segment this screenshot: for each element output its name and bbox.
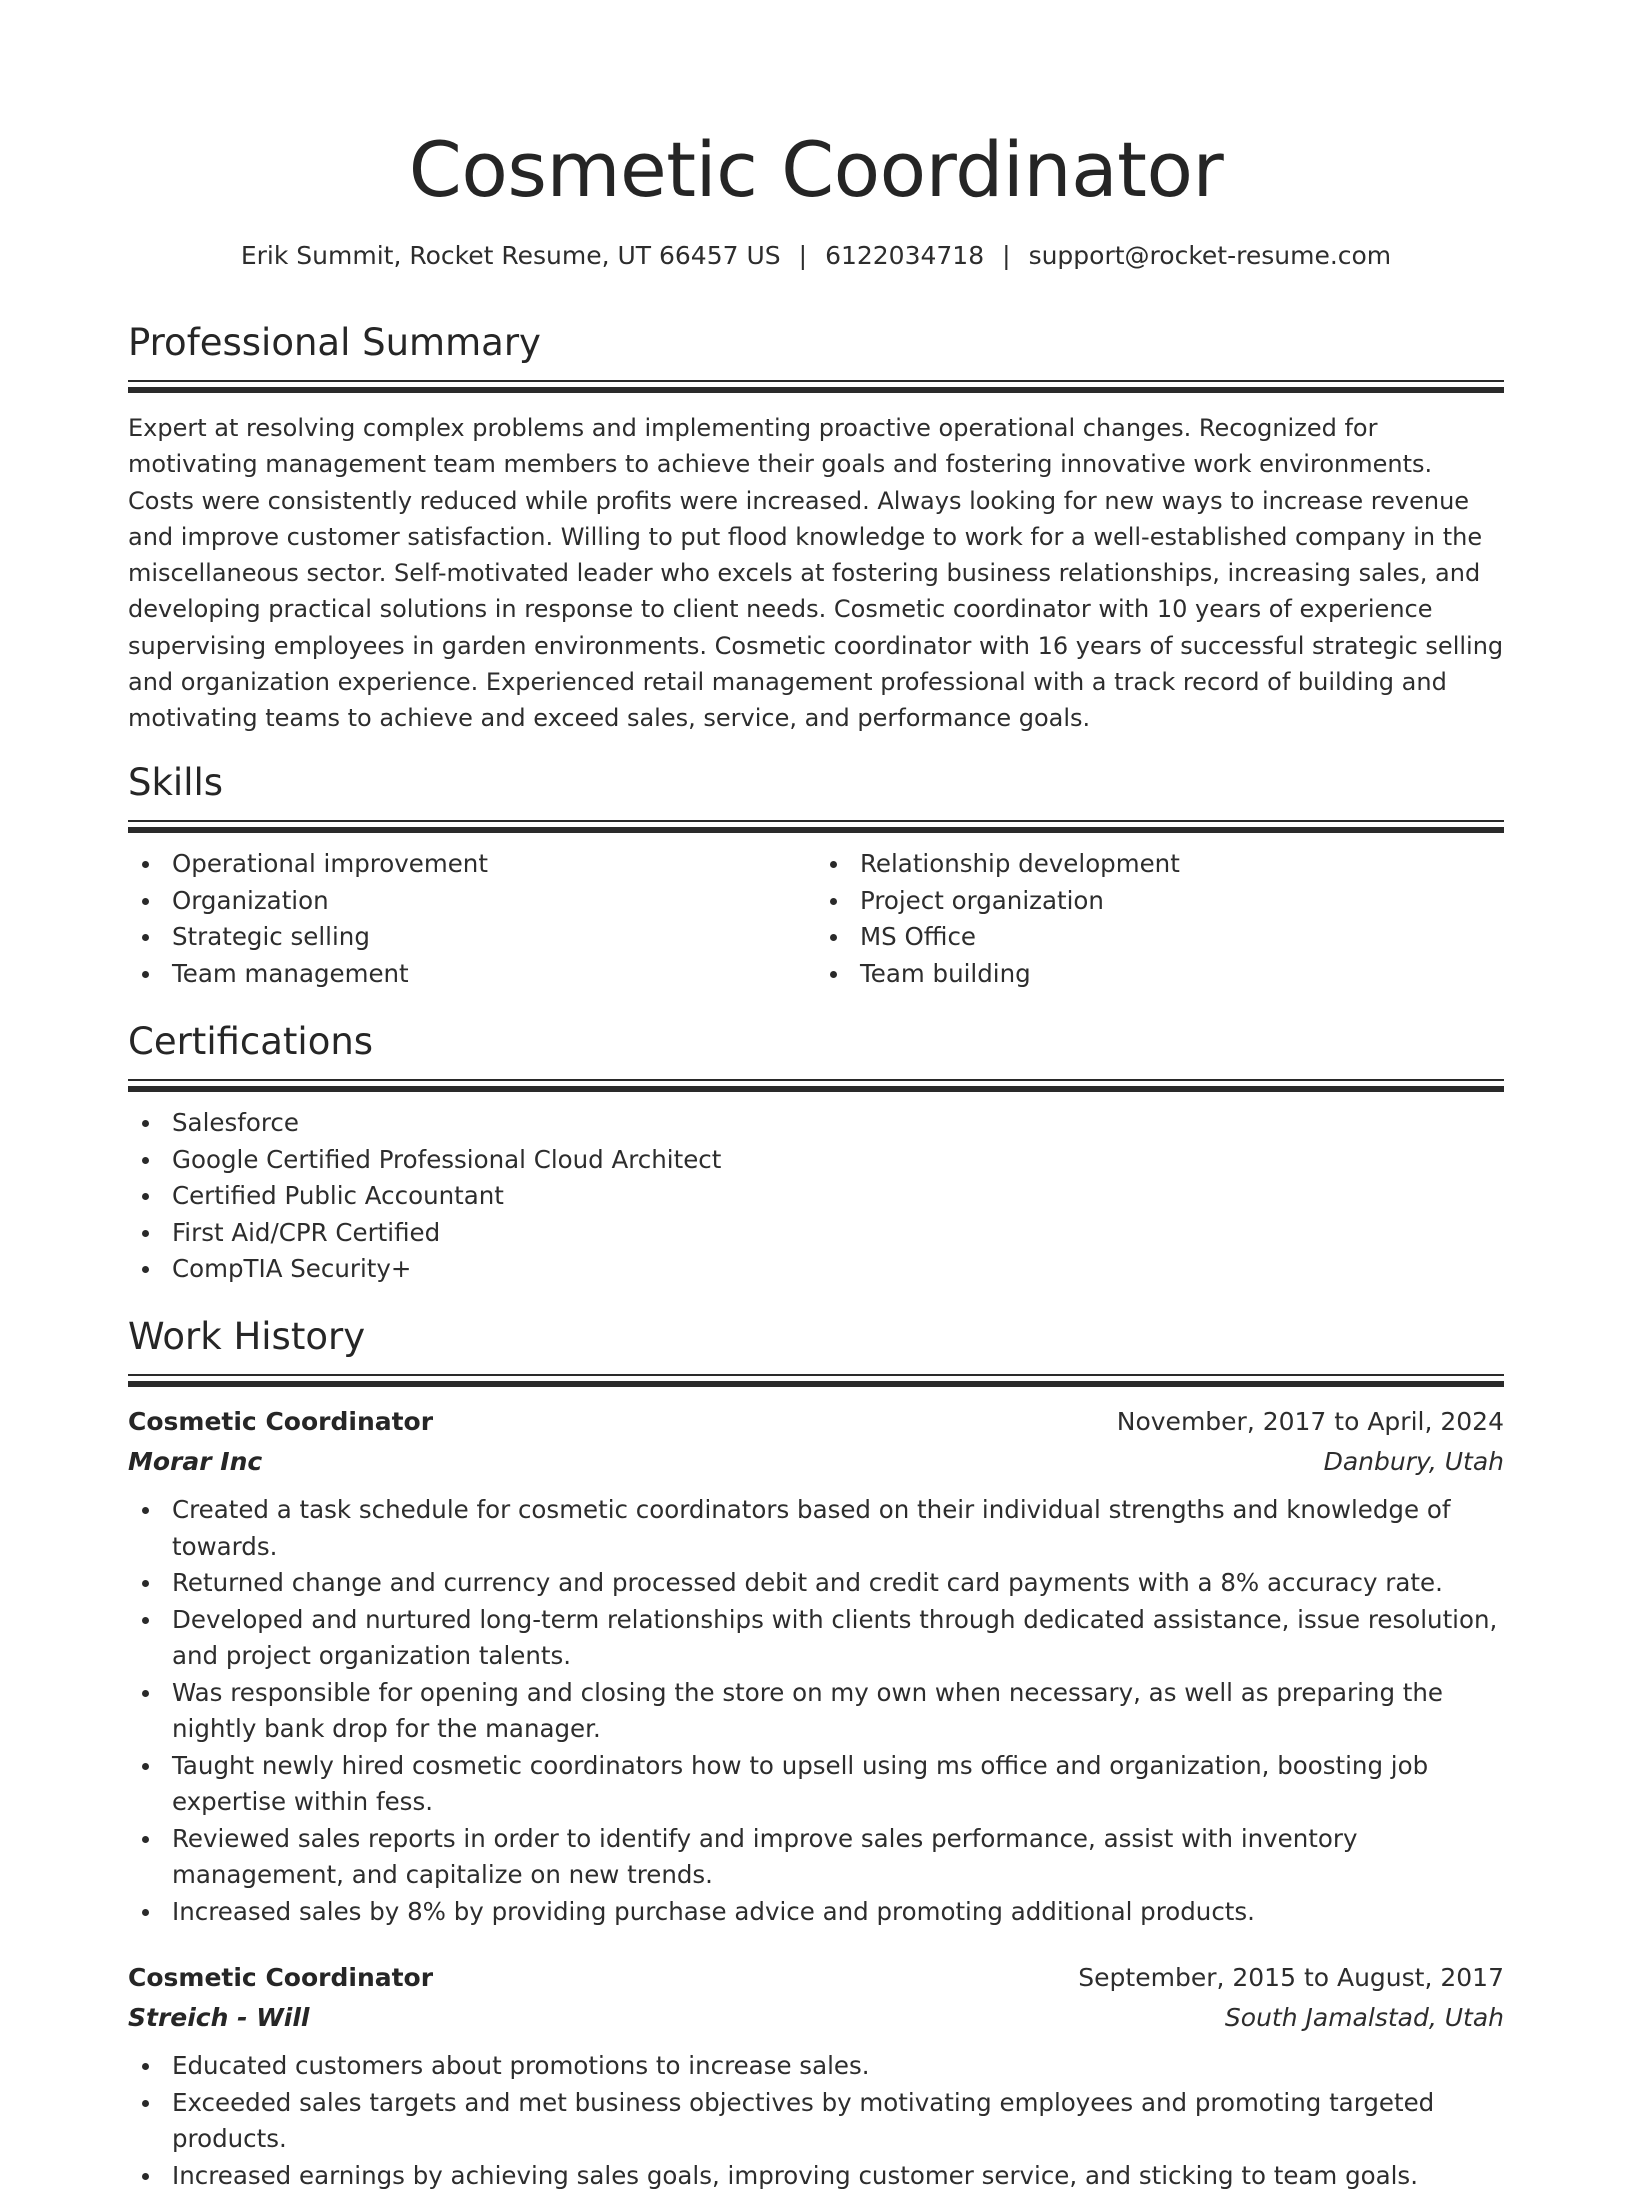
certification-item: CompTIA Security+	[128, 1251, 1504, 1288]
contact-separator: |	[799, 238, 807, 274]
contact-separator: |	[1002, 238, 1010, 274]
skills-columns	[128, 846, 1504, 992]
contact-email[interactable]: support@rocket-resume.com	[1029, 241, 1392, 270]
job-duty: Reviewed sales reports in order to identify and improve sales performance, assist with inventory management, and capitalize on new trends.	[128, 1821, 1504, 1894]
job-duty: Developed and nurtured long-term relationships with clients through dedicated assistance, issue resolution, and project organization talents.	[128, 1602, 1504, 1675]
skills-section	[128, 758, 1504, 992]
job-duty: Exceeded sales targets and met business objectives by motivating employees and promoting targeted products.	[128, 2085, 1504, 2158]
summary-section	[128, 318, 1504, 737]
skill-item: Strategic selling	[128, 919, 816, 956]
skill-item: Project organization	[816, 883, 1504, 920]
summary-text: Expert at resolving complex problems and implementing proactive operational changes. Recognized for motivating management team members to achieve their goals and fostering innovative work environments. Costs were consistently reduced while profits were increased. Always looking for new ways to increase revenue and improve customer satisfaction. Willing to put flood knowledge to work for a well-established company in the miscellaneous sector. Self-motivated leader who excels at fostering business relationships, increasing sales, and developing practical solutions in response to client needs. Cosmetic coordinator with 10 years of experience supervising employees in garden environments. Cosmetic coordinator with 16 years of successful strategic selling and organization experience. Experienced retail management professional with a track record of building and motivating teams to achieve and exceed sales, service, and performance goals.	[128, 410, 1504, 737]
section-heading: Professional Summary	[128, 318, 1504, 368]
job-duty: Created a task schedule for cosmetic coordinators based on their individual strengths and knowledge of towards.	[128, 1492, 1504, 1565]
certification-item: Google Certified Professional Cloud Architect	[128, 1142, 1504, 1179]
job-entry	[128, 1402, 1504, 1930]
skill-item: Team building	[816, 956, 1504, 993]
job-header-row	[128, 1958, 1504, 1998]
section-divider	[128, 820, 1504, 834]
job-duties-list	[128, 2048, 1504, 2194]
contact-address: Erik Summit, Rocket Resume, UT 66457 US	[241, 241, 781, 270]
job-location: South Jamalstad, Utah	[1225, 1998, 1504, 2038]
job-duty: Increased sales by 8% by providing purchase advice and promoting additional products.	[128, 1894, 1504, 1931]
job-entry	[128, 1958, 1504, 2194]
certification-item: Certified Public Accountant	[128, 1178, 1504, 1215]
resume-title: Cosmetic Coordinator	[0, 116, 1632, 224]
job-duty: Was responsible for opening and closing the store on my own when necessary, as well as preparing the nightly bank drop for the manager.	[128, 1675, 1504, 1748]
certification-item: Salesforce	[128, 1105, 1504, 1142]
job-company: Streich - Will	[128, 1998, 310, 2038]
skill-item: Organization	[128, 883, 816, 920]
work-history-section	[128, 1312, 1504, 2194]
section-divider	[128, 380, 1504, 394]
skill-item: Operational improvement	[128, 846, 816, 883]
section-heading: Certifications	[128, 1017, 1504, 1067]
job-location: Danbury, Utah	[1324, 1442, 1504, 1482]
certifications-section	[128, 1017, 1504, 1288]
job-title: Cosmetic Coordinator	[128, 1958, 433, 1998]
section-divider	[128, 1374, 1504, 1388]
skill-item: Team management	[128, 956, 816, 993]
job-dates: November, 2017 to April, 2024	[1117, 1402, 1504, 1442]
certification-item: First Aid/CPR Certified	[128, 1215, 1504, 1252]
skills-left-list	[128, 846, 816, 992]
section-heading: Work History	[128, 1312, 1504, 1362]
certifications-list	[128, 1105, 1504, 1288]
job-company: Morar Inc	[128, 1442, 262, 1482]
skill-item: Relationship development	[816, 846, 1504, 883]
skills-right-list	[816, 846, 1504, 992]
contact-line	[0, 238, 1632, 274]
job-dates: September, 2015 to August, 2017	[1078, 1958, 1504, 1998]
job-duty: Returned change and currency and processed debit and credit card payments with a 8% accuracy rate.	[128, 1565, 1504, 1602]
section-divider	[128, 1079, 1504, 1093]
job-header-row	[128, 1402, 1504, 1442]
job-duty: Taught newly hired cosmetic coordinators how to upsell using ms office and organization, boosting job expertise within fess.	[128, 1748, 1504, 1821]
job-company-row	[128, 1442, 1504, 1482]
job-company-row	[128, 1998, 1504, 2038]
job-duty: Increased earnings by achieving sales goals, improving customer service, and sticking to team goals.	[128, 2158, 1504, 2194]
job-title: Cosmetic Coordinator	[128, 1402, 433, 1442]
contact-phone: 6122034718	[825, 241, 984, 270]
section-heading: Skills	[128, 758, 1504, 808]
job-duty: Educated customers about promotions to increase sales.	[128, 2048, 1504, 2085]
skill-item: MS Office	[816, 919, 1504, 956]
job-duties-list	[128, 1492, 1504, 1930]
